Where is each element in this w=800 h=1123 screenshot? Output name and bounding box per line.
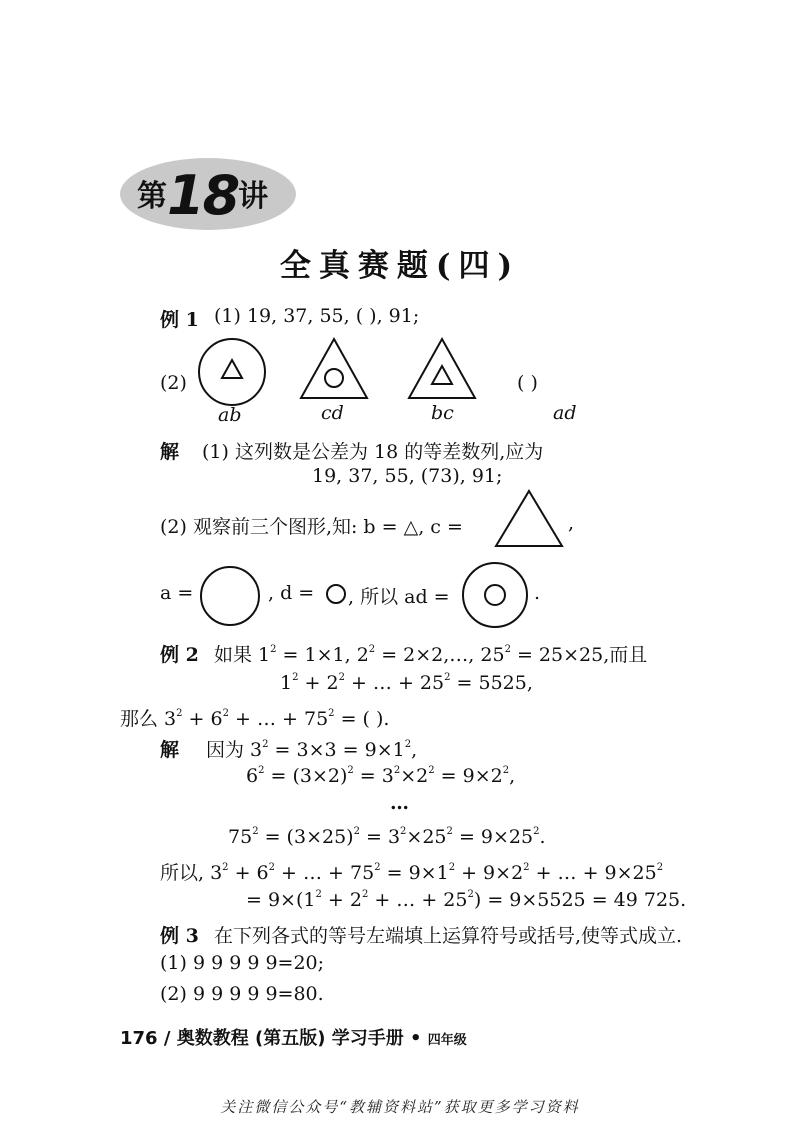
example-2-ellipsis: … bbox=[390, 792, 409, 814]
figure-label-cd: cd bbox=[321, 402, 344, 424]
comma-after-triangle: , bbox=[568, 512, 575, 534]
lecture-prefix: 第 bbox=[137, 179, 167, 214]
footer-bullet: • bbox=[410, 1028, 422, 1049]
example-2-line-3: 那么 $3^2 + 6^2$ + … + $75^2$ = ( ). bbox=[120, 708, 390, 730]
triangle-with-triangle-figure bbox=[406, 336, 478, 402]
example-2-solution-line-3: $75^2 = (3\times 25)^2 = 3^2\times 25^2 = 9\times 25^2$. bbox=[228, 826, 546, 848]
example-2-solution-line-5: = $9\times(1^2 + 2^2$ + … + $25^2) = 9\times 5525 = 49$ 725. bbox=[246, 889, 687, 911]
equation-ad-label: , 所以 ad = bbox=[348, 586, 450, 608]
example-2-solution-line-1: 因为 $3^2 = 3\times 3 = 9\times 1^2$, bbox=[206, 739, 418, 761]
figure-label-bc: bc bbox=[431, 402, 454, 424]
equation-d-label: , d = bbox=[268, 582, 315, 604]
example-2-label: 例 2 bbox=[160, 644, 199, 666]
circle-with-triangle-figure bbox=[196, 336, 268, 408]
example-1-solution-line-2: 19, 37, 55, (73), 91; bbox=[312, 465, 503, 487]
example-1-solution-label: 解 bbox=[160, 441, 180, 463]
large-circle-figure bbox=[198, 564, 262, 628]
equation-a-label: a = bbox=[160, 582, 194, 604]
example-2-line-2: $1^2 + 2^2$ + … + $25^2 = 5525$, bbox=[280, 672, 533, 694]
triangle-with-circle-figure bbox=[298, 336, 370, 402]
figure-label-ab: ab bbox=[218, 404, 242, 426]
figure-label-ad: ad bbox=[553, 402, 577, 424]
lecture-banner bbox=[137, 164, 268, 227]
example-1-part2-label: (2) bbox=[160, 372, 187, 394]
large-triangle-figure bbox=[494, 489, 564, 549]
page-footer bbox=[120, 1024, 467, 1050]
small-circle-figure bbox=[324, 582, 348, 606]
book-title: 奥数教程 (第五版) 学习手册 bbox=[176, 1028, 404, 1049]
example-3-line-3: (2) 9 9 9 9 9=80. bbox=[160, 983, 324, 1005]
example-1-part1: (1) 19, 37, 55, ( ), 91; bbox=[214, 305, 420, 327]
grade-label: 四年级 bbox=[427, 1033, 467, 1048]
page-title: 全真赛题(四) bbox=[279, 248, 521, 284]
watermark-notice: 关注微信公众号“教辅资料站”获取更多学习资料 bbox=[220, 1098, 580, 1116]
lecture-number: 18 bbox=[167, 164, 239, 227]
example-3-line-1: 在下列各式的等号左端填上运算符号或括号,使等式成立. bbox=[214, 925, 683, 947]
example-1-label: 例 1 bbox=[160, 309, 199, 331]
example-1-solution-line-1: (1) 这列数是公差为 18 的等差数列,应为 bbox=[202, 441, 544, 463]
footer-slash: / bbox=[163, 1028, 171, 1049]
example-2-solution-label: 解 bbox=[160, 739, 180, 761]
example-1-solution-line-3: (2) 观察前三个图形,知: b = △, c = bbox=[160, 516, 463, 538]
period-after-figure: . bbox=[534, 582, 541, 604]
page-number: 176 bbox=[120, 1028, 158, 1049]
example-2-line-1: 如果 $1^2 = 1\times 1$, $2^2$ = 2×2,…, $25^2 = 25\times 25$,而且 bbox=[214, 644, 648, 666]
example-3-line-2: (1) 9 9 9 9 9=20; bbox=[160, 952, 325, 974]
example-2-solution-line-4: 所以, $3^2 + 6^2$ + … + $75^2 = 9\times 1^2 + 9\times 2^2$ + … + $9\times 25^2$ bbox=[160, 862, 664, 884]
example-1-answer-blank: ( ) bbox=[517, 372, 538, 394]
example-3-label: 例 3 bbox=[160, 925, 199, 947]
example-2-solution-line-2: $6^2 = (3\times 2)^2 = 3^2\times 2^2 = 9\times 2^2$, bbox=[246, 765, 516, 787]
circle-with-circle-figure bbox=[460, 560, 530, 630]
lecture-suffix: 讲 bbox=[238, 179, 269, 214]
